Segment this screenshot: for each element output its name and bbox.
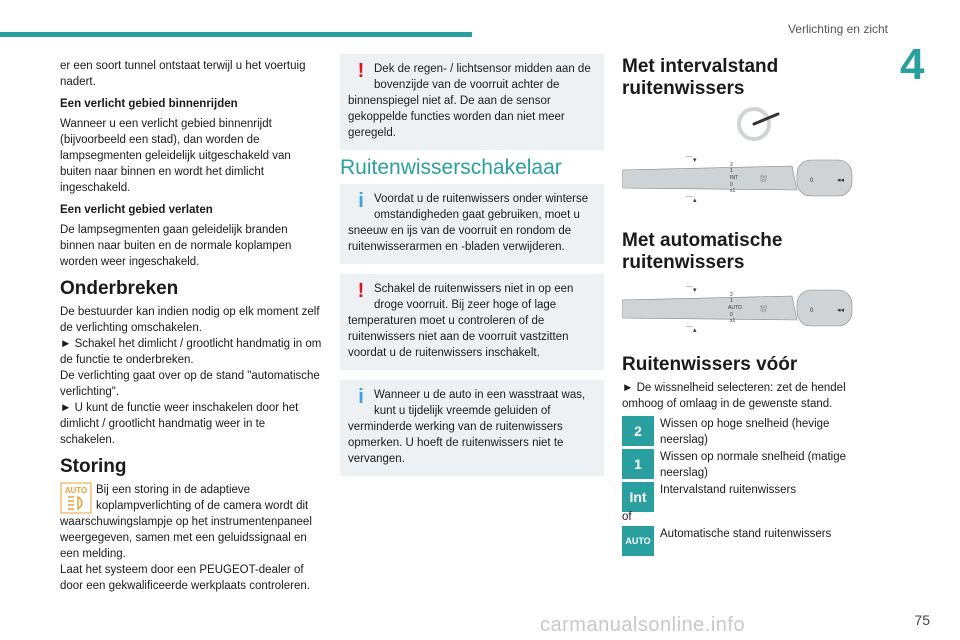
- warning-text-sensor: Dek de regen- / lichtsensor midden aan de bovenzijde van de voorruit achter de binnenspiegel niet af. De aan de sensor gekoppelde functies worden dan niet meer geregeld.: [348, 63, 591, 139]
- paragraph-onderbreken-3: De verlichting gaat over op de stand "automatische verlichting".: [60, 370, 320, 398]
- heading-automatisch: Met automatische ruitenwissers: [622, 230, 783, 273]
- svg-text:0: 0: [730, 182, 733, 188]
- wiper-lever-auto-diagram: [622, 278, 862, 338]
- paragraph-storing-1: Bij een storing in de adaptieve koplampverlichting of de camera wordt dit waarschuwingslampje op het instrumentenpaneel weergegeven, samen met een geluidssignaal en een melding.: [60, 484, 312, 560]
- mode-row-auto: [622, 526, 884, 556]
- steering-wheel-icon: [732, 104, 792, 144]
- column-3: [622, 56, 884, 557]
- paragraph-onderbreken-2: ► Schakel het dimlicht / grootlicht handmatig in om de functie te onderbreken.: [60, 338, 322, 366]
- paragraph-verlaten: De lampsegmenten gaan geleidelijk branden binnen naar buiten en de normale koplampen worden weer ingeschakeld.: [60, 224, 292, 268]
- info-box-carwash: [340, 380, 604, 476]
- header-accent-bar: [0, 32, 472, 37]
- section-title: Verlichting en zicht: [787, 22, 888, 36]
- mode-text: Wissen op normale snelheid (matige neerslag): [660, 451, 847, 479]
- adaptive-headlight-warning-icon: [60, 482, 92, 514]
- heading-ruitenwisserschakelaar: Ruitenwisserschakelaar: [340, 156, 562, 179]
- svg-text:⌒▴: ⌒▴: [686, 327, 697, 334]
- svg-text:⛆: ⛆: [760, 304, 768, 314]
- warning-icon: !: [357, 280, 365, 302]
- svg-text:⌒▴: ⌒▴: [686, 197, 697, 204]
- mode-badge: Int: [622, 482, 654, 512]
- watermark: carmanualsonline.info: [540, 614, 746, 636]
- paragraph-onderbreken-4: ► U kunt de functie weer inschakelen door het dimlicht / grootlicht handmatig weer in te schakelen.: [60, 402, 299, 446]
- column-1: [60, 58, 322, 594]
- info-box-winter: [340, 184, 604, 264]
- chapter-number: 4: [900, 40, 925, 89]
- svg-text:0: 0: [810, 308, 814, 314]
- svg-text:◂◂: ◂◂: [837, 177, 845, 184]
- mode-row-high: [622, 416, 884, 448]
- heading-storing: Storing: [60, 456, 127, 477]
- mode-badge: 1: [622, 449, 654, 479]
- svg-text:⛆: ⛆: [760, 174, 768, 184]
- svg-text:INT: INT: [730, 175, 739, 181]
- intro-text: er een soort tunnel ontstaat terwijl u het voertuig nadert.: [60, 60, 306, 88]
- warning-icon: !: [357, 60, 365, 82]
- warning-text-dry: Schakel de ruitenwissers niet in op een droge voorruit. Bij zeer hoge of lage temperaturen moet u controleren of de ruitenwissers niet aan de voorruit vastzitten voordat u de ruitenwissers inschakelt.: [348, 283, 574, 359]
- heading-onderbreken: Onderbreken: [60, 278, 179, 299]
- paragraph-wissnelheid: ► De wissnelheid selecteren: zet de hendel omhoog of omlaag in de gewenste stand.: [622, 382, 846, 410]
- heading-intervalstand: Met intervalstand ruitenwissers: [622, 56, 779, 99]
- info-icon: i: [358, 190, 364, 212]
- svg-text:AUTO: AUTO: [64, 486, 88, 495]
- mode-text: Wissen op hoge snelheid (hevige neerslag): [660, 418, 830, 446]
- paragraph-storing-2: Laat het systeem door een PEUGEOT-dealer of door een gekwalificeerde werkplaats controleren.: [60, 564, 310, 592]
- or-label: of: [622, 511, 632, 523]
- mode-text: Intervalstand ruitenwissers: [660, 484, 797, 496]
- svg-text:0: 0: [810, 178, 814, 184]
- mode-badge: 2: [622, 416, 654, 446]
- svg-text:◂◂: ◂◂: [837, 307, 845, 314]
- svg-text:x1: x1: [730, 188, 736, 194]
- svg-text:x1: x1: [730, 318, 736, 324]
- svg-text:AUTO: AUTO: [728, 305, 742, 311]
- warning-box-sensor: [340, 54, 604, 150]
- svg-text:0: 0: [730, 312, 733, 318]
- column-2: [340, 54, 604, 486]
- heading-ruitenwissers-voor: Ruitenwissers vóór: [622, 354, 798, 375]
- info-text-carwash: Wanneer u de auto in een wasstraat was, kunt u tijdelijk vreemde geluiden of verminderde werking van de ruitenwissers opmerken. U hoeft de ruitenwissers niet te vervangen.: [348, 389, 586, 465]
- svg-text:⌒▾: ⌒▾: [686, 157, 697, 164]
- mode-row-interval: [622, 482, 884, 512]
- warning-box-dry: [340, 274, 604, 370]
- svg-text:2: 2: [730, 292, 733, 298]
- svg-text:1: 1: [730, 298, 733, 304]
- svg-text:2: 2: [730, 162, 733, 168]
- svg-text:⌒▾: ⌒▾: [686, 287, 697, 294]
- svg-text:1: 1: [730, 168, 733, 174]
- paragraph-binnenrijden: Wanneer u een verlicht gebied binnenrijdt (bijvoorbeeld een stad), dan worden de lampsegmenten geleidelijk uitgeschakeld van buiten naar binnen en wordt het dimlicht ingeschakeld.: [60, 118, 291, 194]
- subheading-binnenrijden: Een verlicht gebied binnenrijden: [60, 98, 238, 110]
- mode-text: Automatische stand ruitenwissers: [660, 528, 832, 540]
- paragraph-onderbreken-1: De bestuurder kan indien nodig op elk moment zelf de verlichting omschakelen.: [60, 306, 320, 334]
- info-icon: i: [358, 386, 364, 408]
- mode-badge-auto: AUTO: [622, 526, 654, 556]
- info-text-winter: Voordat u de ruitenwissers onder winterse omstandigheden gaat gebruiken, moet u sneeuw en ijs van de voorruit en rondom de ruitenwisserarmen en -bladen verwijderen.: [348, 193, 589, 253]
- page-number: 75: [914, 612, 930, 628]
- wiper-lever-interval-diagram: [622, 148, 862, 208]
- subheading-verlaten: Een verlicht gebied verlaten: [60, 204, 213, 216]
- mode-row-normal: [622, 449, 884, 481]
